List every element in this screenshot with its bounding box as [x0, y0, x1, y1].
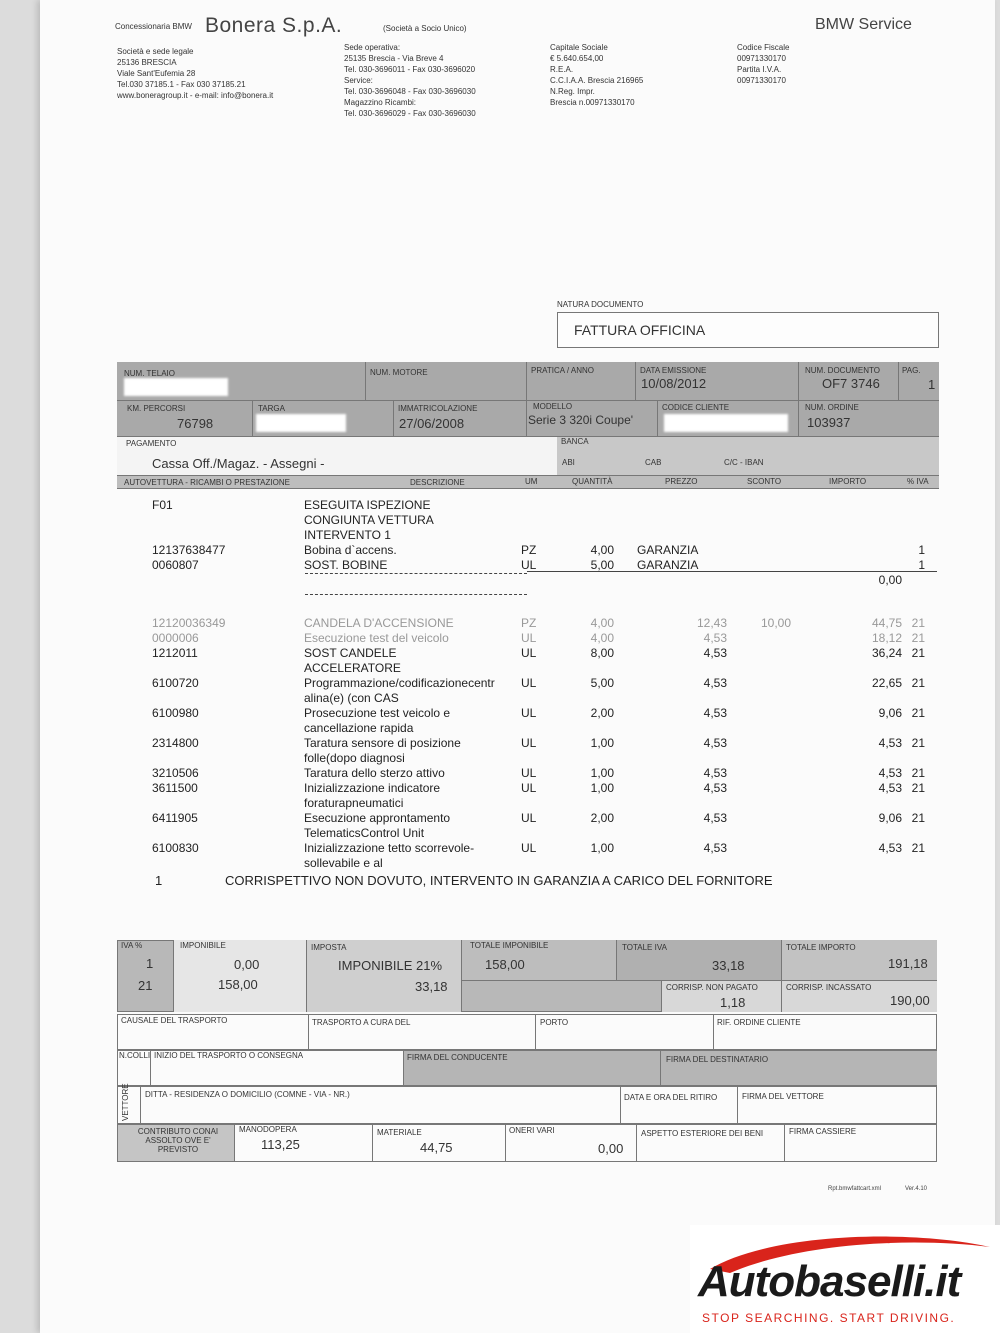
r1-imponibile: 0,00	[234, 957, 260, 972]
item-quantity: 2,00	[590, 811, 614, 825]
grid-line	[461, 940, 462, 1012]
corrisp-non-pagato-label: CORRISP. NON PAGATO	[666, 983, 758, 992]
capitale-line: R.E.A.	[550, 65, 574, 74]
grid-line	[898, 362, 899, 400]
oneri-label: ONERI VARI	[509, 1126, 555, 1135]
item-description: Taratura dello sterzo attivo	[304, 766, 445, 780]
abi-label: ABI	[562, 458, 575, 467]
item-importo: 36,24	[871, 646, 902, 660]
item-importo: 22,65	[871, 676, 902, 690]
grid-line	[117, 400, 939, 401]
tot-imponibile-value: 158,00	[485, 957, 525, 972]
item-iva: 21	[911, 631, 925, 645]
item-description: Bobina d`accens.	[304, 543, 397, 557]
grid-line	[173, 940, 174, 1012]
cab-label: CAB	[645, 458, 662, 467]
grid-line	[393, 400, 394, 436]
item-description: TelematicsControl Unit	[304, 826, 425, 840]
natura-label: NATURA DOCUMENTO	[557, 300, 644, 309]
manodopera-value: 113,25	[261, 1137, 300, 1152]
item-description: ACCELERATORE	[304, 661, 401, 675]
grid-line	[616, 940, 617, 980]
transport-row-1	[117, 1014, 937, 1050]
item-code: 6100980	[152, 706, 199, 720]
rif-ordine-label: RIF. ORDINE CLIENTE	[717, 1018, 801, 1027]
item-iva: 21	[911, 736, 925, 750]
item-price: GARANZIA	[637, 558, 699, 572]
grid-line	[505, 1124, 506, 1162]
manodopera-label: MANODOPERA	[239, 1125, 297, 1134]
item-importo: 0,00	[878, 573, 902, 587]
note-num: 1	[155, 873, 163, 888]
report-name: Rpt.bmwfattcart.xml	[828, 1186, 882, 1192]
item-code: 3611500	[152, 781, 198, 795]
sede-legale-line: Tel.030 37185.1 - Fax 030 37185.21	[117, 80, 246, 89]
item-quantity: 4,00	[590, 631, 614, 645]
item-importo: 4,53	[878, 736, 902, 750]
col-iva: % IVA	[907, 477, 929, 486]
item-code: 12137638477	[152, 543, 226, 557]
sede-operativa-line: 25135 Brescia - Via Breve 4	[344, 54, 444, 63]
item-um: UL	[521, 811, 537, 825]
sede-legale-line: www.boneragroup.it - e-mail: info@bonera.it	[117, 91, 274, 100]
grid-line	[306, 940, 307, 1012]
ditta-label: DITTA - RESIDENZA O DOMICILIO (COMNE - VIA - NR.)	[145, 1090, 350, 1099]
iban-label: C/C - IBAN	[724, 458, 764, 467]
item-description: Inizializzazione indicatore	[304, 781, 441, 795]
item-importo: 44,75	[871, 616, 902, 630]
item-um: UL	[521, 676, 537, 690]
item-price: 4,53	[703, 706, 727, 720]
item-description: alina(e) (con CAS	[304, 691, 399, 705]
sede-legale-line: Viale Sant'Eufemia 28	[117, 69, 196, 78]
km-value: 76798	[177, 416, 214, 431]
report-version: Ver.4.10	[905, 1186, 928, 1192]
item-quantity: 4,00	[590, 616, 614, 630]
corrisp-incassato-value: 190,00	[890, 993, 930, 1008]
banca-label: BANCA	[561, 437, 589, 446]
col-prezzo: PREZZO	[665, 477, 698, 486]
materiale-label: MATERIALE	[377, 1128, 422, 1137]
col-sconto: SCONTO	[747, 477, 782, 486]
item-iva: 21	[911, 811, 925, 825]
item-description: Prosecuzione test veicolo e	[304, 706, 451, 720]
company-socio: (Società a Socio Unico)	[383, 24, 467, 33]
col-importo: IMPORTO	[829, 477, 867, 486]
concessionaria-label: Concessionaria BMW	[115, 22, 192, 31]
capitale-line: Capitale Sociale	[550, 43, 608, 52]
item-price: 4,53	[703, 736, 727, 750]
item-description: cancellazione rapida	[304, 721, 414, 735]
totale-importo-label: TOTALE IMPORTO	[786, 943, 856, 952]
note-text: CORRISPETTIVO NON DOVUTO, INTERVENTO IN GARANZIA A CARICO DEL FORNITORE	[225, 873, 773, 888]
item-description: SOST CANDELE	[304, 646, 397, 660]
item-description: INTERVENTO 1	[304, 528, 391, 542]
item-quantity: 8,00	[590, 646, 614, 660]
imponibile-cell	[173, 940, 306, 1012]
grid-line	[635, 362, 636, 400]
sede-legale-line: Società e sede legale	[117, 47, 194, 56]
fiscale-line: Partita I.V.A.	[737, 65, 782, 74]
sede-operativa-line: Tel. 030-3696011 - Fax 030-3696020	[344, 65, 476, 74]
imponibile-label: IMPONIBILE	[180, 941, 226, 950]
item-price: 12,43	[696, 616, 727, 630]
grid-line	[140, 1086, 141, 1124]
grid-line	[308, 1014, 309, 1050]
grid-line	[620, 1086, 621, 1124]
sede-operativa-line: Service:	[344, 76, 373, 85]
grid-line	[461, 980, 937, 981]
item-um: UL	[521, 706, 537, 720]
item-iva: 21	[911, 646, 925, 660]
dash-separator	[305, 594, 527, 595]
item-description: ESEGUITA ISPEZIONE	[304, 498, 431, 512]
item-quantity: 2,00	[590, 706, 614, 720]
dash-separator	[305, 573, 527, 574]
modello-value: Serie 3 320i Coupe'	[528, 413, 634, 427]
sede-operativa-line: Magazzino Ricambi:	[344, 98, 417, 107]
watermark-tagline: STOP SEARCHING. START DRIVING.	[702, 1311, 956, 1325]
item-description: folle(dopo diagnosi	[304, 751, 405, 765]
corrisp-incassato-label: CORRISP. INCASSATO	[786, 983, 872, 992]
item-code: F01	[152, 498, 173, 512]
grid-line	[798, 362, 799, 436]
item-iva: 21	[911, 766, 925, 780]
item-price: GARANZIA	[637, 543, 699, 557]
item-iva: 21	[911, 706, 925, 720]
km-label: KM. PERCORSI	[127, 404, 186, 413]
sede-operativa-line: Sede operativa:	[344, 43, 401, 52]
targa-label: TARGA	[258, 404, 285, 413]
item-description: CONGIUNTA VETTURA	[304, 513, 434, 527]
item-quantity: 1,00	[590, 736, 614, 750]
pagamento-label: PAGAMENTO	[126, 439, 177, 448]
tot-imponibile-label: TOTALE IMPONIBILE	[470, 941, 549, 950]
capitale-sociale	[550, 42, 643, 108]
num-ordine-label: NUM. ORDINE	[805, 403, 859, 412]
grid-line	[234, 1124, 235, 1162]
item-um: UL	[521, 736, 537, 750]
item-um: PZ	[521, 543, 537, 557]
firma-conducente-label: FIRMA DEL CONDUCENTE	[407, 1053, 508, 1062]
item-code: 6100830	[152, 841, 199, 855]
item-code: 6100720	[152, 676, 199, 690]
item-importo: 4,53	[878, 781, 902, 795]
pag-label: PAG.	[902, 366, 921, 375]
num-documento-value: OF7 3746	[822, 376, 880, 391]
immatricolazione-value: 27/06/2008	[399, 416, 465, 431]
corrisp-non-pagato-value: 1,18	[720, 995, 746, 1010]
item-iva: 1	[918, 543, 925, 557]
brand-label: BMW Service	[815, 16, 912, 33]
grid-line	[636, 1124, 637, 1162]
col-um: UM	[525, 477, 538, 486]
grid-line	[657, 400, 658, 436]
modello-label: MODELLO	[533, 402, 573, 411]
item-importo: 9,06	[878, 706, 902, 720]
grid-line	[403, 1050, 404, 1086]
item-importo: 9,06	[878, 811, 902, 825]
porto-label: PORTO	[540, 1018, 569, 1027]
item-sconto: 10,00	[760, 616, 791, 630]
line-separator	[527, 571, 937, 572]
grid-line	[252, 400, 253, 436]
sede-operativa	[344, 42, 476, 119]
data-emissione-label: DATA EMISSIONE	[640, 366, 707, 375]
sede-operativa-line: Tel. 030-3696048 - Fax 030-3696030	[344, 87, 476, 96]
sede-operativa-line: Tel. 030-3696029 - Fax 030-3696030	[344, 109, 476, 118]
grid-line	[661, 980, 662, 1012]
inizio-label: INIZIO DEL TRASPORTO O CONSEGNA	[154, 1051, 304, 1060]
oneri-value: 0,00	[598, 1141, 624, 1156]
capitale-line: Brescia n.00971330170	[550, 98, 635, 107]
item-description: foraturapneumatici	[304, 796, 404, 810]
item-quantity: 4,00	[590, 543, 614, 557]
item-price: 4,53	[703, 631, 727, 645]
pratica-label: PRATICA / ANNO	[531, 366, 594, 375]
col-quantita: QUANTITÀ	[572, 477, 613, 486]
r2-imposta: 33,18	[415, 979, 448, 994]
item-quantity: 1,00	[590, 781, 614, 795]
item-iva: 21	[911, 781, 925, 795]
redacted-cliente	[664, 414, 788, 432]
item-iva: 21	[911, 616, 925, 630]
item-description: SOST. BOBINE	[304, 558, 388, 572]
item-code: 6411905	[152, 811, 198, 825]
grid-line	[737, 1086, 738, 1124]
item-code: 2314800	[152, 736, 199, 750]
item-code: 1212011	[152, 646, 198, 660]
num-telaio-label: NUM. TELAIO	[124, 369, 175, 378]
redacted-targa	[256, 414, 346, 432]
causale-label: CAUSALE DEL TRASPORTO	[121, 1016, 228, 1025]
item-price: 4,53	[703, 676, 727, 690]
data-emissione-value: 10/08/2012	[641, 376, 707, 391]
immatricolazione-label: IMMATRICOLAZIONE	[398, 404, 478, 413]
capitale-line: C.C.I.A.A. Brescia 216965	[550, 76, 644, 85]
item-um: UL	[521, 631, 537, 645]
item-price: 4,53	[703, 811, 727, 825]
item-um: UL	[521, 781, 537, 795]
vettore-label: VETTORE	[121, 1083, 130, 1121]
item-code: 3210506	[152, 766, 199, 780]
item-code: 0000006	[152, 631, 199, 645]
item-price: 4,53	[703, 841, 727, 855]
col-autovettura: AUTOVETTURA - RICAMBI O PRESTAZIONE	[124, 478, 290, 487]
totale-iva-label: TOTALE IVA	[622, 943, 667, 952]
materiale-value: 44,75	[420, 1140, 453, 1155]
fiscale-line: Codice Fiscale	[737, 43, 790, 52]
codice-fiscale	[737, 42, 789, 86]
grid-line	[660, 1050, 661, 1086]
item-iva: 21	[911, 676, 925, 690]
item-um: UL	[521, 558, 537, 572]
totale-importo-value: 191,18	[888, 956, 928, 971]
grid-line	[372, 1124, 373, 1162]
imposta-label: IMPOSTA	[311, 943, 347, 952]
grid-line	[535, 1014, 536, 1050]
item-description: CANDELA D'ACCENSIONE	[304, 616, 454, 630]
sede-legale	[117, 46, 273, 101]
capitale-line: € 5.640.654,00	[550, 54, 604, 63]
sede-legale-line: 25136 BRESCIA	[117, 58, 177, 67]
r2-iva: 21	[138, 978, 153, 993]
firma-destinatario-label: FIRMA DEL DESTINATARIO	[666, 1055, 769, 1064]
item-um: UL	[521, 766, 537, 780]
contributo-label: CONTRIBUTO CONAI ASSOLTO OVE E' PREVISTO	[137, 1127, 219, 1154]
firma-vettore-label: FIRMA DEL VETTORE	[742, 1092, 824, 1101]
col-descrizione: DESCRIZIONE	[410, 478, 465, 487]
item-um: PZ	[521, 616, 537, 630]
totale-iva-value: 33,18	[712, 958, 745, 973]
item-description: Programmazione/codificazionecentr	[304, 676, 495, 690]
grid-line	[117, 436, 939, 437]
data-ritiro-label: DATA E ORA DEL RITIRO	[624, 1093, 718, 1102]
watermark-area	[690, 1225, 1000, 1333]
item-code: 12120036349	[152, 616, 226, 630]
fiscale-line: 00971330170	[737, 76, 786, 85]
item-description: sollevabile e al	[304, 856, 383, 870]
item-um: UL	[521, 841, 537, 855]
grid-line	[526, 362, 527, 436]
r2-imponibile: 158,00	[218, 977, 258, 992]
company-name: Bonera S.p.A.	[205, 14, 343, 37]
item-iva: 21	[911, 841, 925, 855]
grid-line	[365, 362, 366, 400]
item-description: Esecuzione approntamento	[304, 811, 451, 825]
item-quantity: 5,00	[590, 558, 614, 572]
r1-imposta: IMPONIBILE 21%	[338, 958, 443, 973]
codice-cliente-label: CODICE CLIENTE	[662, 403, 730, 412]
item-importo: 18,12	[871, 631, 902, 645]
item-description: Esecuzione test del veicolo	[304, 631, 449, 645]
item-quantity: 1,00	[590, 841, 614, 855]
item-quantity: 5,00	[590, 676, 614, 690]
item-price: 4,53	[703, 766, 727, 780]
pagamento-value: Cassa Off./Magaz. - Assegni -	[152, 456, 325, 471]
fiscale-line: 00971330170	[737, 54, 786, 63]
item-description: Inizializzazione tetto scorrevole-	[304, 841, 475, 855]
redacted-telaio	[124, 378, 228, 396]
num-documento-label: NUM. DOCUMENTO	[805, 366, 880, 375]
natura-value: FATTURA OFFICINA	[574, 322, 706, 338]
item-importo: 4,53	[878, 766, 902, 780]
pag-value: 1	[928, 377, 936, 392]
capitale-line: N.Reg. Impr.	[550, 87, 595, 96]
item-iva: 1	[918, 558, 925, 572]
firma-cassiere-label: FIRMA CASSIERE	[789, 1127, 857, 1136]
item-description: Taratura sensore di posizione	[304, 736, 461, 750]
item-um: UL	[521, 646, 537, 660]
watermark-brand: Autobaselli.it	[698, 1257, 961, 1306]
item-quantity: 1,00	[590, 766, 614, 780]
num-motore-label: NUM. MOTORE	[370, 368, 428, 377]
a-cura-label: TRASPORTO A CURA DEL	[312, 1018, 411, 1027]
r1-iva: 1	[146, 956, 154, 971]
num-ordine-value: 103937	[807, 415, 851, 430]
item-price: 4,53	[703, 781, 727, 795]
item-code: 0060807	[152, 558, 199, 572]
item-price: 4,53	[703, 646, 727, 660]
grid-line	[784, 1124, 785, 1162]
aspetto-label: ASPETTO ESTERIORE DEI BENI	[641, 1129, 764, 1138]
ncolli-label: N.COLLI	[119, 1051, 151, 1060]
item-importo: 4,53	[878, 841, 902, 855]
grid-line	[713, 1014, 714, 1050]
grid-line	[781, 940, 782, 1012]
grid-line	[150, 1050, 151, 1086]
iva-pct-label: IVA %	[121, 941, 143, 950]
